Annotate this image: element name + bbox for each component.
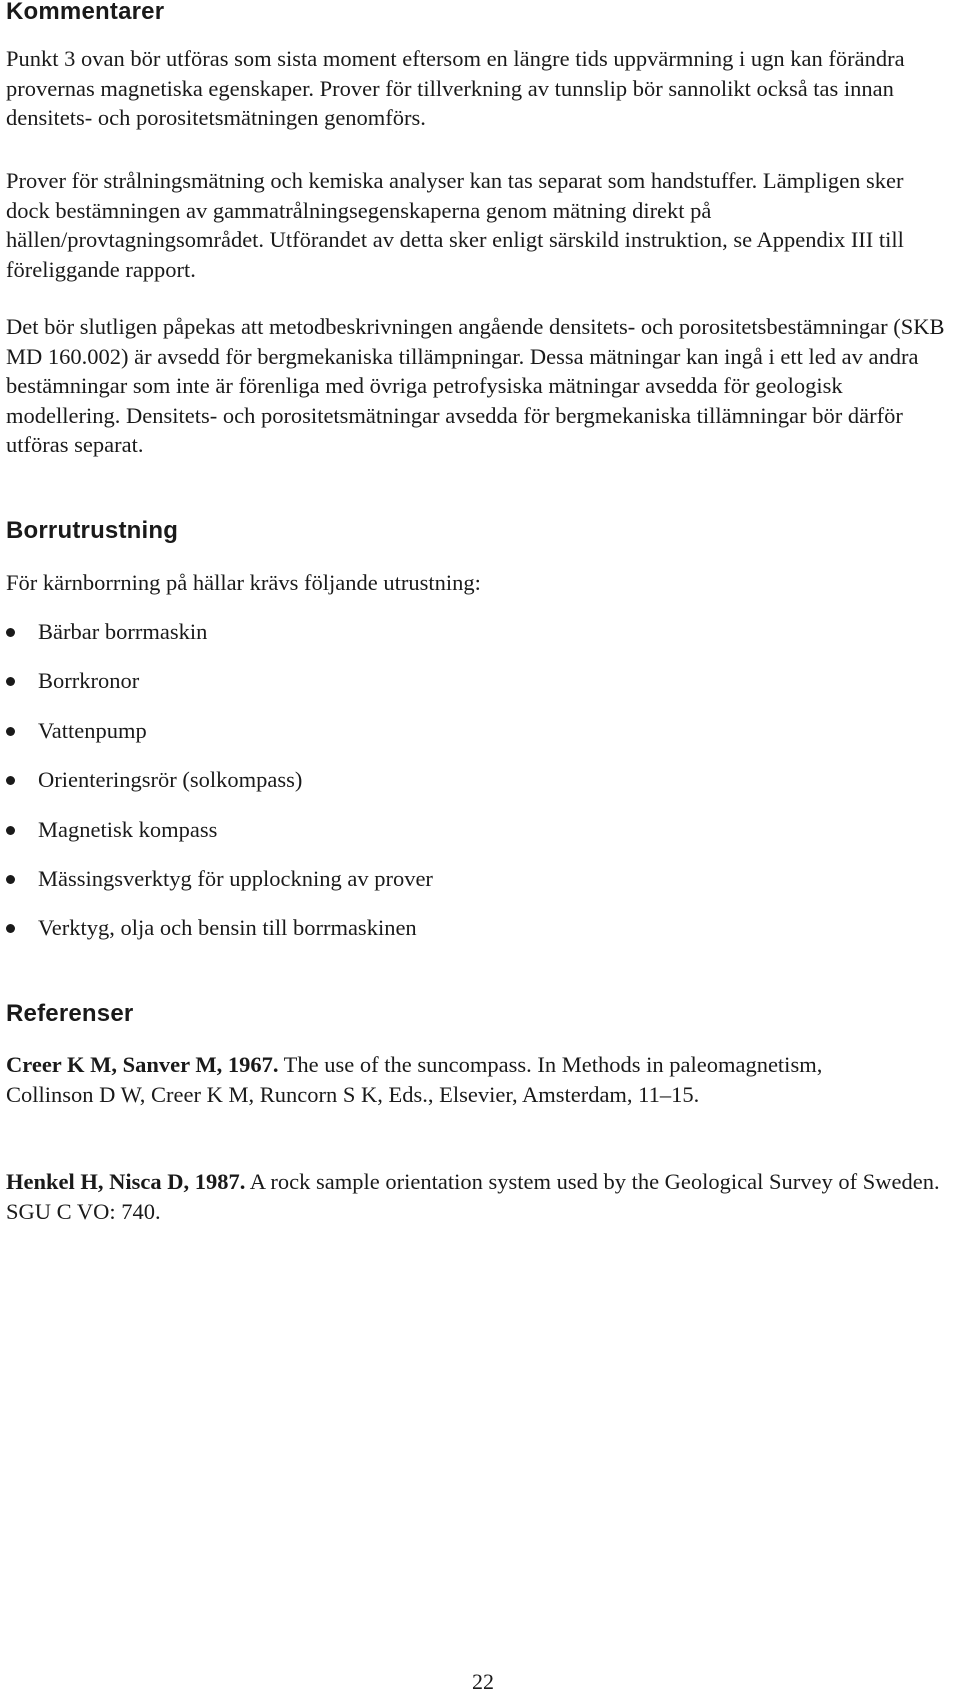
paragraph: Det bör slutligen påpekas att metodbeskrivningen angående densitets- och porositetsbestämningar (SKB MD 160.002) är avsedd för bergmekaniska tillämpningar. Dessa mätningar kan ingå i ett led av andra bestämningar som inte är förenliga med övriga petrofysiska mätningar avsedda för geologisk modellering. Densitets- och porositetsmätningar avsedda för bergmekaniska tillämningar bör därför utföras separat. (6, 314, 945, 458)
list-item-text: Verktyg, olja och bensin till borrmaskinen (38, 915, 417, 941)
list-item-text: Bärbar borrmaskin (38, 619, 208, 644)
list-item (6, 716, 433, 765)
list-item-text: Orienteringsrör (solkompass) (38, 767, 303, 793)
list-item (6, 913, 433, 962)
bullet-icon (6, 628, 15, 637)
bullet-icon (6, 776, 15, 785)
list-item (6, 666, 433, 715)
bullet-icon (6, 924, 15, 933)
bullet-icon (6, 727, 15, 736)
list-item (6, 815, 433, 864)
paragraph: Punkt 3 ovan bör utföras som sista moment eftersom en längre tids uppvärmning i ugn kan förändra provernas magnetiska egenskaper. Prover för tillverkning av tunnslip bör sannolikt också tas innan densitets- och porositetsmätningen genomförs. (6, 46, 905, 131)
reference-authors: Henkel H, Nisca D, 1987. (6, 1169, 246, 1194)
section-heading-referenser: Referenser (6, 1000, 134, 1027)
list-item-text: Vattenpump (38, 717, 147, 743)
list-item (6, 765, 433, 814)
reference-entry (6, 1167, 950, 1226)
list-item-text: Borrkronor (38, 668, 140, 694)
list-item-text: Magnetisk kompass (38, 816, 218, 842)
equipment-intro: För kärnborrning på hällar krävs följande utrustning: (6, 570, 481, 595)
section-heading-kommentarer: Kommentarer (6, 0, 165, 25)
list-item-text: Mässingsverktyg för upplockning av prover (38, 865, 433, 891)
reference-entry (6, 1050, 886, 1109)
bullet-icon (6, 875, 15, 884)
reference-text: The use of the suncompass. In Methods in paleomagnetism, Collinson D W, Creer K M, Runcorn S K, Eds., Elsevier, Amsterdam, 11–15. (6, 1052, 823, 1107)
section-heading-borrutrustning: Borrutrustning (6, 517, 179, 544)
reference-authors: Creer K M, Sanver M, 1967. (6, 1052, 279, 1077)
bullet-icon (6, 826, 15, 835)
reference-text: A rock sample orientation system used by the Geological Survey of Sweden. SGU C VO: 740. (6, 1169, 940, 1224)
list-item (6, 617, 433, 666)
paragraph: Prover för strålningsmätning och kemiska analyser kan tas separat som handstuffer. Lämpligen sker dock bestämningen av gammatrålningsegenskaperna genom mätning direkt på hällen/provtagningsområdet. Utförandet av detta sker enligt särskild instruktion, se Appendix III till föreliggande rapport. (6, 168, 904, 282)
page-number: 22 (472, 1669, 494, 1694)
list-item (6, 864, 433, 913)
equipment-list (6, 617, 433, 963)
bullet-icon (6, 677, 15, 686)
